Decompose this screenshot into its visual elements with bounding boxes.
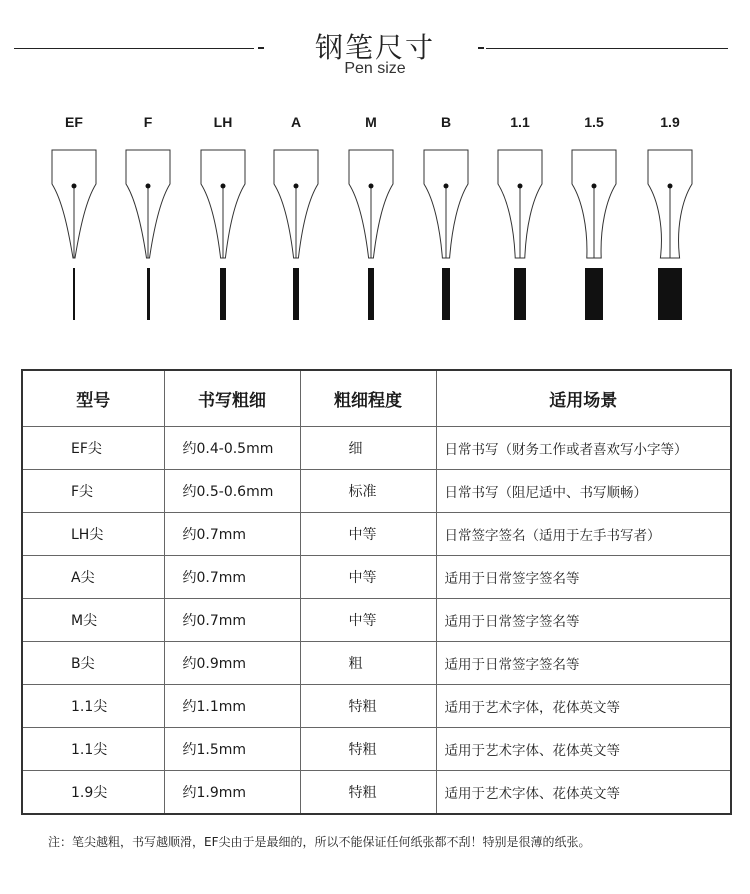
nib-label: 1.5 bbox=[584, 114, 604, 130]
cell-stroke-width: 约1.5mm bbox=[164, 728, 300, 771]
nib-3 bbox=[256, 100, 336, 330]
nib-outline-icon bbox=[34, 148, 114, 263]
nib-outline-icon bbox=[630, 148, 710, 263]
nib-5 bbox=[406, 100, 486, 330]
cell-stroke-width: 约0.7mm bbox=[164, 513, 300, 556]
footnote: 注：笔尖越粗，书写越顺滑，EF尖由于是最细的，所以不能保证任何纸张都不刮！特别是很薄的纸张。 bbox=[48, 835, 591, 849]
nib-outline-icon bbox=[331, 148, 411, 263]
cell-use-case: 适用于日常签字签名等 bbox=[436, 556, 731, 599]
cell-use-case: 日常签字签名（适用于左手书写者） bbox=[436, 513, 731, 556]
cell-model: LH尖 bbox=[22, 513, 164, 556]
header-model: 型号 bbox=[22, 370, 164, 427]
cell-use-case: 适用于艺术字体、花体英文等 bbox=[436, 771, 731, 815]
header-use-case: 适用场景 bbox=[436, 370, 731, 427]
cell-thickness-level: 特粗 bbox=[300, 685, 436, 728]
nib-outline-icon bbox=[256, 148, 336, 263]
nib-outline-icon bbox=[406, 148, 486, 263]
nib-label: A bbox=[290, 114, 302, 130]
cell-model: M尖 bbox=[22, 599, 164, 642]
cell-use-case: 适用于艺术字体、花体英文等 bbox=[436, 728, 731, 771]
cell-model: F尖 bbox=[22, 470, 164, 513]
table-row bbox=[22, 513, 731, 556]
nib-label: F bbox=[143, 114, 153, 130]
stroke-sample bbox=[73, 268, 75, 320]
table-row bbox=[22, 556, 731, 599]
table-row bbox=[22, 470, 731, 513]
nib-6 bbox=[480, 100, 560, 330]
stroke-sample bbox=[220, 268, 225, 320]
cell-use-case: 适用于日常签字签名等 bbox=[436, 599, 731, 642]
table-row bbox=[22, 685, 731, 728]
nib-outline-icon bbox=[554, 148, 634, 263]
header-thickness-level: 粗细程度 bbox=[300, 370, 436, 427]
nib-0 bbox=[34, 100, 114, 330]
cell-stroke-width: 约0.4-0.5mm bbox=[164, 427, 300, 470]
nib-outline-icon bbox=[480, 148, 560, 263]
table-row bbox=[22, 642, 731, 685]
nib-8 bbox=[630, 100, 710, 330]
cell-stroke-width: 约0.7mm bbox=[164, 556, 300, 599]
cell-use-case: 日常书写（财务工作或者喜欢写小字等） bbox=[436, 427, 731, 470]
nib-label: EF bbox=[65, 114, 83, 130]
cell-thickness-level: 细 bbox=[300, 427, 436, 470]
cell-model: 1.1尖 bbox=[22, 685, 164, 728]
cell-stroke-width: 约1.9mm bbox=[164, 771, 300, 815]
table-header-row bbox=[22, 370, 731, 427]
cell-use-case: 日常书写（阻尼适中、书写顺畅） bbox=[436, 470, 731, 513]
stroke-sample bbox=[514, 268, 525, 320]
nib-2 bbox=[183, 100, 263, 330]
stroke-sample bbox=[442, 268, 450, 320]
stroke-sample bbox=[585, 268, 602, 320]
cell-stroke-width: 约1.1mm bbox=[164, 685, 300, 728]
cell-model: EF尖 bbox=[22, 427, 164, 470]
cell-thickness-level: 中等 bbox=[300, 513, 436, 556]
cell-stroke-width: 约0.7mm bbox=[164, 599, 300, 642]
table-row bbox=[22, 599, 731, 642]
cell-thickness-level: 特粗 bbox=[300, 771, 436, 815]
nib-label: 1.9 bbox=[660, 114, 680, 130]
nib-1 bbox=[108, 100, 188, 330]
cell-model: A尖 bbox=[22, 556, 164, 599]
page-header bbox=[0, 0, 750, 90]
cell-model: B尖 bbox=[22, 642, 164, 685]
nib-outline-icon bbox=[108, 148, 188, 263]
table-row bbox=[22, 728, 731, 771]
page-subtitle: Pen size bbox=[344, 60, 406, 77]
cell-thickness-level: 中等 bbox=[300, 556, 436, 599]
cell-model: 1.9尖 bbox=[22, 771, 164, 815]
nib-label: 1.1 bbox=[510, 114, 530, 130]
page-title: 钢笔尺寸 bbox=[314, 31, 435, 64]
nib-diagram bbox=[0, 100, 750, 340]
nib-4 bbox=[331, 100, 411, 330]
stroke-sample bbox=[368, 268, 373, 320]
table-row bbox=[22, 427, 731, 470]
cell-stroke-width: 约0.5-0.6mm bbox=[164, 470, 300, 513]
header-dash-right bbox=[478, 47, 484, 49]
cell-thickness-level: 特粗 bbox=[300, 728, 436, 771]
header-rule-right bbox=[486, 48, 728, 49]
cell-model: 1.1尖 bbox=[22, 728, 164, 771]
header-stroke-width: 书写粗细 bbox=[164, 370, 300, 427]
cell-thickness-level: 中等 bbox=[300, 599, 436, 642]
cell-thickness-level: 粗 bbox=[300, 642, 436, 685]
nib-7 bbox=[554, 100, 634, 330]
table-row bbox=[22, 771, 731, 815]
nib-label: LH bbox=[213, 114, 233, 130]
stroke-sample bbox=[293, 268, 298, 320]
spec-table bbox=[21, 369, 732, 815]
cell-thickness-level: 标准 bbox=[300, 470, 436, 513]
nib-label: M bbox=[365, 114, 377, 130]
cell-stroke-width: 约0.9mm bbox=[164, 642, 300, 685]
cell-use-case: 适用于艺术字体，花体英文等 bbox=[436, 685, 731, 728]
stroke-sample bbox=[147, 268, 150, 320]
cell-use-case: 适用于日常签字签名等 bbox=[436, 642, 731, 685]
nib-label: B bbox=[440, 114, 452, 130]
nib-outline-icon bbox=[183, 148, 263, 263]
stroke-sample bbox=[658, 268, 681, 320]
